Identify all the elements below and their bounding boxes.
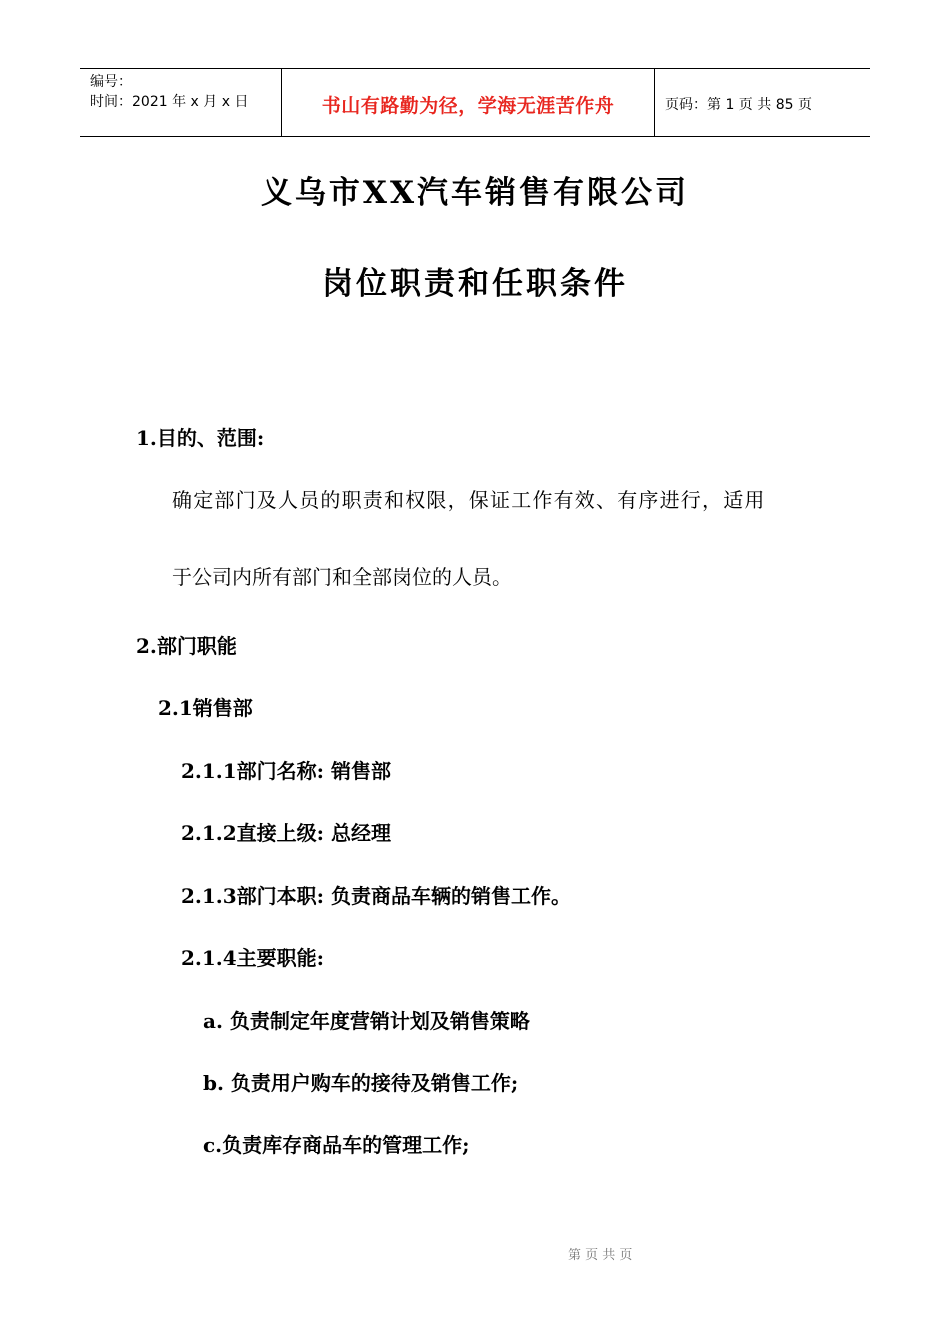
document-title-subject: 岗位职责和任职条件 [322, 266, 628, 302]
section-2-1-3-line: 2.1.3部门本职: 负责商品车辆的销售工作。 [181, 884, 572, 908]
section-2-1-1-line: 2.1.1部门名称: 销售部 [181, 759, 392, 783]
list-item-c: c.负责库存商品车的管理工作; [203, 1133, 470, 1157]
list-item-a: a. 负责制定年度营销计划及销售策略 [203, 1009, 530, 1033]
page-number-info: 页码：第 1 页 共 85 页 [665, 97, 812, 113]
header-motto: 书山有路勤为径，学海无涯苦作舟 [321, 95, 615, 117]
section-1-heading: 1.目的、范围: [136, 426, 265, 450]
document-title-company: 义乌市XX汽车销售有限公司 [260, 175, 690, 211]
section-2-1-4-line: 2.1.4主要职能: [181, 946, 325, 970]
section-1-paragraph-line-1: 确定部门及人员的职责和权限，保证工作有效、有序进行，适用 [172, 488, 766, 512]
page-footer: 第 页 共 页 [568, 1248, 633, 1263]
page-header [80, 68, 870, 137]
section-2-heading: 2.部门职能 [136, 634, 237, 658]
section-2-1-2-line: 2.1.2直接上级: 总经理 [181, 821, 392, 845]
section-2-1-heading: 2.1销售部 [158, 696, 253, 720]
list-item-b: b. 负责用户购车的接待及销售工作; [203, 1071, 519, 1095]
document-date-label: 时间：2021 年 x 月 x 日 [90, 94, 249, 110]
header-page-cell [655, 69, 870, 136]
header-info-cell [80, 69, 281, 136]
header-motto-cell [281, 69, 655, 136]
section-1-paragraph-line-2: 于公司内所有部门和全部岗位的人员。 [172, 565, 512, 589]
document-number-label: 编号： [90, 74, 132, 90]
